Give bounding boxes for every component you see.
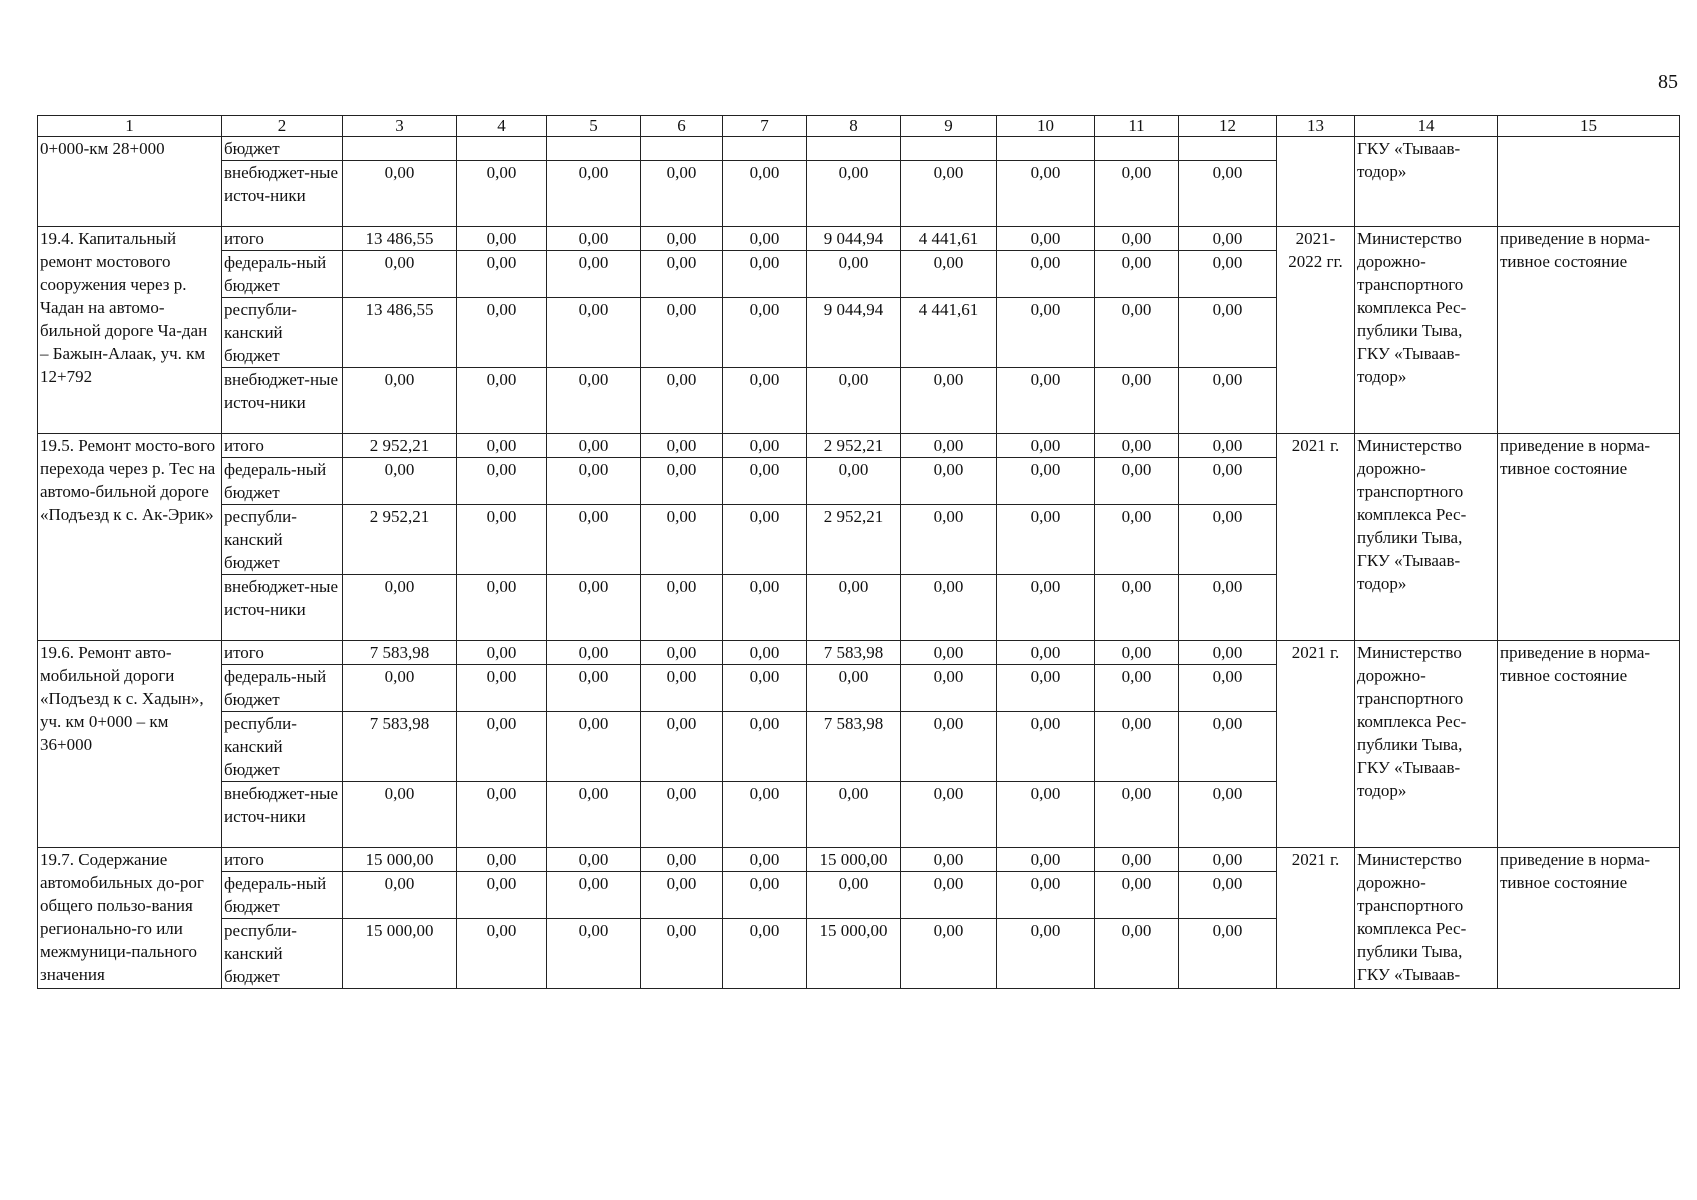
amount-cell: 0,00 — [1179, 368, 1277, 434]
period-cell: 2021 г. — [1277, 848, 1355, 989]
amount-cell: 0,00 — [1179, 161, 1277, 227]
amount-cell: 0,00 — [343, 251, 457, 298]
column-number-header: 8 — [807, 116, 901, 137]
column-number-header: 6 — [641, 116, 723, 137]
amount-cell: 0,00 — [901, 641, 997, 665]
amount-cell: 0,00 — [1095, 712, 1179, 782]
amount-cell: 0,00 — [723, 782, 807, 848]
amount-cell: 0,00 — [901, 458, 997, 505]
amount-cell: 0,00 — [641, 161, 723, 227]
amount-cell: 0,00 — [1179, 712, 1277, 782]
result-cell: приведение в норма-тивное состояние — [1498, 848, 1680, 989]
amount-cell: 0,00 — [723, 434, 807, 458]
column-number-header: 3 — [343, 116, 457, 137]
column-number-header: 2 — [222, 116, 343, 137]
amount-cell: 0,00 — [997, 712, 1095, 782]
amount-cell: 0,00 — [807, 368, 901, 434]
amount-cell: 0,00 — [343, 368, 457, 434]
funding-source: внебюджет-ные источ-ники — [222, 782, 343, 848]
amount-cell: 0,00 — [901, 919, 997, 989]
amount-cell: 0,00 — [807, 251, 901, 298]
amount-cell: 0,00 — [547, 848, 641, 872]
amount-cell: 0,00 — [641, 919, 723, 989]
amount-cell — [547, 137, 641, 161]
amount-cell: 0,00 — [723, 505, 807, 575]
amount-cell: 4 441,61 — [901, 298, 997, 368]
table-row — [38, 641, 1680, 665]
amount-cell: 0,00 — [457, 368, 547, 434]
amount-cell: 0,00 — [547, 665, 641, 712]
amount-cell — [1095, 137, 1179, 161]
table-row — [38, 137, 1680, 161]
amount-cell: 0,00 — [1179, 848, 1277, 872]
amount-cell: 0,00 — [641, 434, 723, 458]
amount-cell: 0,00 — [547, 712, 641, 782]
funding-source: республи-канский бюджет — [222, 919, 343, 989]
amount-cell: 0,00 — [997, 251, 1095, 298]
amount-cell: 0,00 — [547, 919, 641, 989]
amount-cell: 0,00 — [997, 872, 1095, 919]
amount-cell: 0,00 — [723, 712, 807, 782]
amount-cell: 0,00 — [1179, 251, 1277, 298]
responsible-cell: ГКУ «Тываав-тодор» — [1355, 137, 1498, 227]
amount-cell: 0,00 — [997, 782, 1095, 848]
amount-cell: 0,00 — [1179, 505, 1277, 575]
column-number-header: 4 — [457, 116, 547, 137]
measure-name: 19.5. Ремонт мосто-вого перехода через р. Тес на автомо-бильной дороге «Подъезд к с. Ак-Эрик» — [38, 434, 222, 641]
amount-cell — [641, 137, 723, 161]
amount-cell: 0,00 — [1095, 782, 1179, 848]
period-cell: 2021-2022 гг. — [1277, 227, 1355, 434]
amount-cell: 0,00 — [723, 251, 807, 298]
amount-cell: 0,00 — [641, 505, 723, 575]
amount-cell: 0,00 — [1179, 782, 1277, 848]
column-number-header: 11 — [1095, 116, 1179, 137]
amount-cell: 0,00 — [723, 575, 807, 641]
measure-name: 19.6. Ремонт авто-мобильной дороги «Подъезд к с. Хадын», уч. км 0+000 – км 36+000 — [38, 641, 222, 848]
amount-cell: 0,00 — [723, 227, 807, 251]
result-cell: приведение в норма-тивное состояние — [1498, 434, 1680, 641]
funding-source: федераль-ный бюджет — [222, 872, 343, 919]
amount-cell: 0,00 — [1179, 919, 1277, 989]
amount-cell: 0,00 — [901, 848, 997, 872]
funding-source: республи-канский бюджет — [222, 712, 343, 782]
result-cell — [1498, 137, 1680, 227]
amount-cell: 0,00 — [641, 872, 723, 919]
amount-cell: 0,00 — [641, 641, 723, 665]
amount-cell: 0,00 — [641, 458, 723, 505]
amount-cell: 2 952,21 — [807, 434, 901, 458]
column-number-header: 12 — [1179, 116, 1277, 137]
amount-cell: 0,00 — [901, 434, 997, 458]
funding-source: итого — [222, 227, 343, 251]
amount-cell: 0,00 — [343, 872, 457, 919]
amount-cell: 0,00 — [547, 227, 641, 251]
amount-cell: 0,00 — [723, 161, 807, 227]
funding-source: республи-канский бюджет — [222, 298, 343, 368]
amount-cell: 0,00 — [457, 641, 547, 665]
amount-cell — [1179, 137, 1277, 161]
amount-cell: 0,00 — [723, 458, 807, 505]
amount-cell: 0,00 — [807, 458, 901, 505]
amount-cell: 0,00 — [807, 872, 901, 919]
amount-cell: 0,00 — [457, 665, 547, 712]
amount-cell: 0,00 — [457, 575, 547, 641]
amount-cell: 0,00 — [997, 919, 1095, 989]
measure-name: 19.4. Капитальный ремонт мостового сооружения через р. Чадан на автомо-бильной дороге Ча-дан – Бажын-Алаак, уч. км 12+792 — [38, 227, 222, 434]
amount-cell: 0,00 — [1095, 161, 1179, 227]
amount-cell: 0,00 — [547, 368, 641, 434]
amount-cell: 0,00 — [343, 782, 457, 848]
amount-cell: 0,00 — [807, 161, 901, 227]
amount-cell: 0,00 — [1095, 458, 1179, 505]
amount-cell: 0,00 — [901, 665, 997, 712]
amount-cell: 0,00 — [1095, 298, 1179, 368]
funding-source: республи-канский бюджет — [222, 505, 343, 575]
column-number-header: 5 — [547, 116, 641, 137]
amount-cell: 0,00 — [997, 665, 1095, 712]
amount-cell: 0,00 — [1095, 227, 1179, 251]
amount-cell: 0,00 — [997, 848, 1095, 872]
amount-cell: 0,00 — [723, 641, 807, 665]
amount-cell: 0,00 — [1095, 251, 1179, 298]
amount-cell — [723, 137, 807, 161]
table-row — [38, 227, 1680, 251]
responsible-cell: Министерство дорожно-транспортного комплекса Рес-публики Тыва, ГКУ «Тываав-тодор» — [1355, 641, 1498, 848]
page-number: 85 — [1658, 71, 1678, 93]
column-number-header: 15 — [1498, 116, 1680, 137]
amount-cell — [997, 137, 1095, 161]
amount-cell: 0,00 — [547, 641, 641, 665]
amount-cell: 0,00 — [1095, 872, 1179, 919]
amount-cell: 0,00 — [457, 251, 547, 298]
amount-cell: 0,00 — [901, 782, 997, 848]
column-number-header: 7 — [723, 116, 807, 137]
amount-cell: 0,00 — [457, 872, 547, 919]
amount-cell: 0,00 — [641, 227, 723, 251]
budget-table — [37, 115, 1680, 989]
amount-cell: 0,00 — [1179, 575, 1277, 641]
amount-cell: 0,00 — [723, 919, 807, 989]
amount-cell: 0,00 — [1179, 641, 1277, 665]
amount-cell: 0,00 — [641, 782, 723, 848]
table-row — [38, 434, 1680, 458]
amount-cell: 0,00 — [547, 505, 641, 575]
amount-cell: 0,00 — [723, 872, 807, 919]
funding-source: федераль-ный бюджет — [222, 458, 343, 505]
amount-cell: 0,00 — [547, 251, 641, 298]
amount-cell — [457, 137, 547, 161]
amount-cell: 2 952,21 — [343, 505, 457, 575]
amount-cell: 0,00 — [723, 368, 807, 434]
amount-cell: 0,00 — [807, 782, 901, 848]
amount-cell: 0,00 — [1179, 227, 1277, 251]
amount-cell: 4 441,61 — [901, 227, 997, 251]
amount-cell: 0,00 — [997, 458, 1095, 505]
amount-cell: 7 583,98 — [807, 641, 901, 665]
amount-cell: 0,00 — [1179, 458, 1277, 505]
amount-cell: 15 000,00 — [807, 848, 901, 872]
amount-cell: 0,00 — [641, 848, 723, 872]
amount-cell: 9 044,94 — [807, 227, 901, 251]
funding-source: федераль-ный бюджет — [222, 251, 343, 298]
amount-cell: 0,00 — [1095, 848, 1179, 872]
amount-cell: 0,00 — [457, 434, 547, 458]
amount-cell: 0,00 — [343, 161, 457, 227]
funding-source: итого — [222, 434, 343, 458]
responsible-cell: Министерство дорожно-транспортного комплекса Рес-публики Тыва, ГКУ «Тываав- — [1355, 848, 1498, 989]
amount-cell: 0,00 — [641, 251, 723, 298]
amount-cell: 2 952,21 — [807, 505, 901, 575]
amount-cell: 0,00 — [641, 665, 723, 712]
result-cell: приведение в норма-тивное состояние — [1498, 227, 1680, 434]
amount-cell: 0,00 — [1179, 298, 1277, 368]
amount-cell: 0,00 — [901, 575, 997, 641]
amount-cell: 0,00 — [457, 298, 547, 368]
amount-cell: 0,00 — [547, 458, 641, 505]
amount-cell: 0,00 — [343, 458, 457, 505]
amount-cell: 0,00 — [457, 782, 547, 848]
amount-cell: 0,00 — [1095, 665, 1179, 712]
amount-cell: 7 583,98 — [807, 712, 901, 782]
amount-cell: 0,00 — [997, 298, 1095, 368]
amount-cell: 15 000,00 — [343, 919, 457, 989]
amount-cell: 0,00 — [997, 505, 1095, 575]
amount-cell: 0,00 — [901, 251, 997, 298]
amount-cell: 0,00 — [547, 872, 641, 919]
amount-cell: 0,00 — [1095, 505, 1179, 575]
amount-cell: 0,00 — [1095, 575, 1179, 641]
amount-cell: 15 000,00 — [807, 919, 901, 989]
amount-cell: 0,00 — [997, 641, 1095, 665]
amount-cell: 0,00 — [641, 368, 723, 434]
measure-name: 0+000-км 28+000 — [38, 137, 222, 227]
column-number-header: 9 — [901, 116, 997, 137]
responsible-cell: Министерство дорожно-транспортного комплекса Рес-публики Тыва, ГКУ «Тываав-тодор» — [1355, 434, 1498, 641]
amount-cell: 0,00 — [901, 712, 997, 782]
amount-cell: 0,00 — [901, 368, 997, 434]
funding-source: внебюджет-ные источ-ники — [222, 161, 343, 227]
amount-cell: 0,00 — [997, 161, 1095, 227]
amount-cell: 7 583,98 — [343, 712, 457, 782]
amount-cell: 0,00 — [901, 161, 997, 227]
period-cell: 2021 г. — [1277, 641, 1355, 848]
funding-source: федераль-ный бюджет — [222, 665, 343, 712]
amount-cell: 0,00 — [457, 919, 547, 989]
amount-cell: 7 583,98 — [343, 641, 457, 665]
amount-cell: 0,00 — [547, 434, 641, 458]
amount-cell: 0,00 — [1095, 919, 1179, 989]
column-number-header: 10 — [997, 116, 1095, 137]
amount-cell: 0,00 — [1179, 665, 1277, 712]
amount-cell: 0,00 — [997, 434, 1095, 458]
amount-cell: 0,00 — [1179, 872, 1277, 919]
amount-cell: 0,00 — [807, 575, 901, 641]
amount-cell: 0,00 — [901, 872, 997, 919]
amount-cell: 9 044,94 — [807, 298, 901, 368]
amount-cell: 2 952,21 — [343, 434, 457, 458]
amount-cell: 0,00 — [457, 458, 547, 505]
amount-cell: 0,00 — [997, 368, 1095, 434]
funding-source: внебюджет-ные источ-ники — [222, 575, 343, 641]
amount-cell: 0,00 — [807, 665, 901, 712]
column-number-header: 1 — [38, 116, 222, 137]
amount-cell: 0,00 — [1095, 641, 1179, 665]
amount-cell: 0,00 — [723, 298, 807, 368]
amount-cell: 0,00 — [1095, 434, 1179, 458]
amount-cell: 0,00 — [343, 575, 457, 641]
amount-cell: 15 000,00 — [343, 848, 457, 872]
amount-cell: 0,00 — [641, 575, 723, 641]
amount-cell — [807, 137, 901, 161]
amount-cell — [343, 137, 457, 161]
amount-cell: 13 486,55 — [343, 298, 457, 368]
amount-cell: 0,00 — [457, 505, 547, 575]
amount-cell: 0,00 — [997, 575, 1095, 641]
amount-cell: 0,00 — [343, 665, 457, 712]
amount-cell: 0,00 — [547, 782, 641, 848]
column-number-header: 13 — [1277, 116, 1355, 137]
amount-cell: 0,00 — [547, 575, 641, 641]
amount-cell: 0,00 — [547, 298, 641, 368]
result-cell: приведение в норма-тивное состояние — [1498, 641, 1680, 848]
table-row — [38, 848, 1680, 872]
amount-cell: 0,00 — [457, 227, 547, 251]
funding-source: итого — [222, 641, 343, 665]
column-number-row — [38, 116, 1680, 137]
amount-cell: 0,00 — [1179, 434, 1277, 458]
amount-cell: 0,00 — [457, 161, 547, 227]
amount-cell: 0,00 — [641, 298, 723, 368]
amount-cell: 0,00 — [641, 712, 723, 782]
amount-cell: 0,00 — [901, 505, 997, 575]
funding-source: внебюджет-ные источ-ники — [222, 368, 343, 434]
amount-cell: 0,00 — [547, 161, 641, 227]
funding-source: бюджет — [222, 137, 343, 161]
amount-cell — [901, 137, 997, 161]
period-cell — [1277, 137, 1355, 227]
amount-cell: 0,00 — [723, 848, 807, 872]
amount-cell: 0,00 — [997, 227, 1095, 251]
amount-cell: 13 486,55 — [343, 227, 457, 251]
amount-cell: 0,00 — [723, 665, 807, 712]
responsible-cell: Министерство дорожно-транспортного комплекса Рес-публики Тыва, ГКУ «Тываав-тодор» — [1355, 227, 1498, 434]
measure-name: 19.7. Содержание автомобильных до-рог общего пользо-вания регионально-го или межмуници-пального значения — [38, 848, 222, 989]
period-cell: 2021 г. — [1277, 434, 1355, 641]
amount-cell: 0,00 — [457, 712, 547, 782]
funding-source: итого — [222, 848, 343, 872]
column-number-header: 14 — [1355, 116, 1498, 137]
amount-cell: 0,00 — [457, 848, 547, 872]
amount-cell: 0,00 — [1095, 368, 1179, 434]
